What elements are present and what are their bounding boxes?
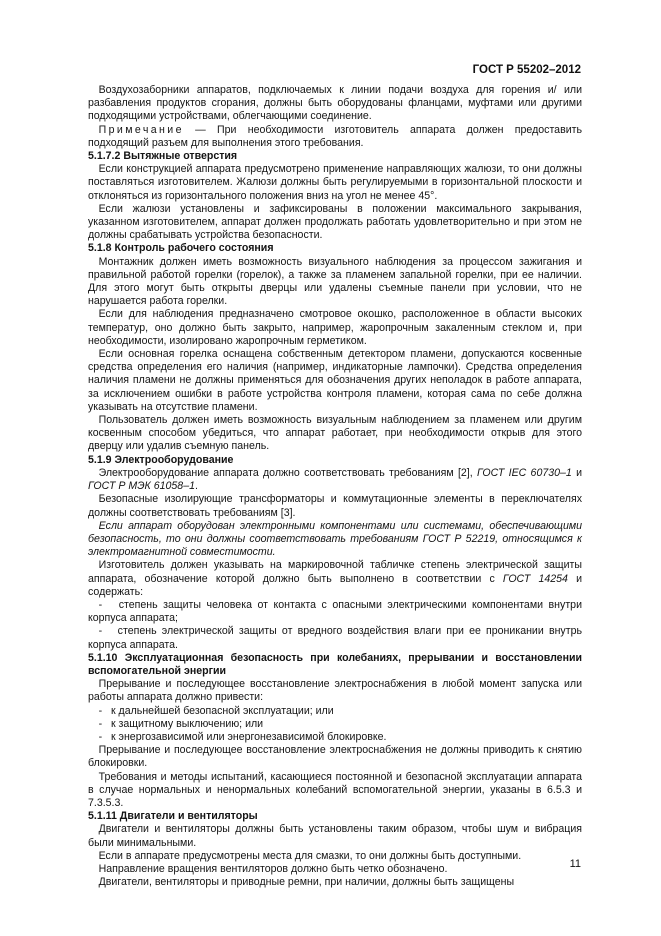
list-item-text: к защитному выключению; или [110,717,264,730]
paragraph: Если в аппарате предусмотрены места для смазки, то они должны быть доступными. [98,849,522,862]
text-run: и содержать: [88,572,582,598]
paragraph: Если основная горелка оснащена собственным детектором пламени, допускаются косвенные средства определения его наличия (например, индикаторные лампочки). Средства определения наличия пламени не должны применяться для обозначения других неполадок в работе аппарата, за исключением ошибки в работе устройства контроля пламени, которая сама по себе должна указывать на отсутствие пламени. [88,348,582,413]
note-text: — При необходимости изготовитель аппарата должен предоставить подходящий разъем для выполнения этого требования. [88,123,582,149]
list-item [88,718,582,731]
list-item-text: к дальнейшей безопасной эксплуатации; или [110,704,334,717]
list-dash: - [98,730,103,743]
list-item [88,599,582,625]
list-item-text: к энергозависимой или энергонезависимой блокировке. [110,730,387,743]
page-body [88,84,582,889]
paragraph: Монтажник должен иметь возможность визуального наблюдения за процессом зажигания и правильной работой горелки (горелок), а также за пламенем запальной горелки, при ее наличии. Для этого могут быть открыты дверцы или удалены съемные панели при условии, что не нарушается работа горелки. [88,255,582,308]
list-dash: - [98,598,103,611]
paragraph: Прерывание и последующее восстановление электроснабжения в любой момент запуска или работы аппарата должно привести: [88,678,582,704]
note [88,124,582,150]
section-heading: 5.1.8 Контроль рабочего состояния [88,242,274,255]
paragraph: Пользователь должен иметь возможность визуальным наблюдением за пламенем или другим косвенным способом убедиться, что аппарат работает, при необходимости открыв для этого дверцу или удалив съемную панель. [88,414,582,453]
paragraph: Двигатели, вентиляторы и приводные ремни, при наличии, должны быть защищены [98,876,515,889]
paragraph: Направление вращения вентиляторов должно быть четко обозначено. [98,862,448,875]
text-run: . [194,480,198,493]
section-heading: 5.1.9 Электрооборудование [88,453,234,466]
document-header: ГОСТ Р 55202–2012 [472,64,581,76]
list-item-text: степень защиты человека от контакта с опасными электрическими компонентами внутри корпуса аппарата; [88,598,582,625]
paragraph: Воздухозаборники аппаратов, подключаемых к линии подачи воздуха для горения и/ или разбавления продуктов сгорания, должны быть оборудованы фланцами, муфтами или другими подходящими устройствами, облегчающими соединение. [88,84,582,123]
paragraph [88,559,582,599]
text-run: и [571,466,582,479]
list-item-text: степень электрической защиты от вредного воздействия влаги при ее проникании внутрь корпуса аппарата. [88,625,582,651]
standard-reference: ГОСТ Р МЭК 61058–1 [88,480,195,493]
paragraph: Если жалюзи установлены и зафиксированы в положении максимального закрывания, указанном изготовителем, аппарат должен продолжать работать удовлетворительно и при этом не должны срабатывать устройства безопасности. [88,202,582,242]
note-label: Примечание [98,123,184,136]
list-item [88,625,582,651]
page-number: 11 [569,858,581,870]
list-dash: - [98,717,103,730]
standard-reference: ГОСТ IEC 60730–1 [476,466,572,479]
paragraph: Требования и методы испытаний, касающиеся постоянной и безопасной эксплуатации аппарата в случае нормальных и ненормальных колебаний вспомогательной энергии, указаны в 6.5.3 и 7.3.5.3. [88,770,582,809]
list-dash: - [98,704,103,717]
paragraph: Прерывание и последующее восстановление электроснабжения не должны приводить к снятию блокировки. [88,744,582,770]
paragraph [88,467,582,493]
text-run: Изготовитель должен указывать на маркировочной табличке степень электрической защиты аппарата, обозначение которой должно быть выполнено в соответствии с [88,559,582,585]
section-heading: 5.1.11 Двигатели и вентиляторы [88,810,258,823]
list-dash: - [98,625,103,638]
list-item [88,731,582,744]
text-run: Электрооборудование аппарата должно соответствовать требованиям [2], [98,466,477,479]
paragraph: Если конструкцией аппарата предусмотрено применение направляющих жалюзи, то они должны поставляться изготовителем. Жалюзи должны быть регулируемыми в горизонтальной плоскости и отклоняться из горизонтального положения вниз на угол не менее 45°. [88,163,582,202]
paragraph-italic: Если аппарат оборудован электронными компонентами или системами, обеспечивающими безопасность, то они должны соответствовать требованиям ГОСТ Р 52219, относящимся к электромагнитной совместимости. [88,519,582,559]
standard-reference: ГОСТ 14254 [502,572,568,585]
section-heading: 5.1.7.2 Вытяжные отверстия [88,150,238,163]
list-item [88,705,582,718]
paragraph: Двигатели и вентиляторы должны быть установлены таким образом, чтобы шум и вибрация были минимальными. [88,823,582,849]
section-heading: 5.1.10 Эксплуатационная безопасность при колебаниях, прерывании и восстановлении вспомогательной энергии [88,651,582,677]
paragraph: Безопасные изолирующие трансформаторы и коммутационные элементы в переключателях должны соответствовать требованиям [3]. [88,493,582,519]
paragraph: Если для наблюдения предназначено смотровое окошко, расположенное в области высоких температур, оно должно быть закрыто, например, жаропрочным закаленным стеклом и, при необходимости, изолировано жаропрочным герметиком. [88,308,582,347]
